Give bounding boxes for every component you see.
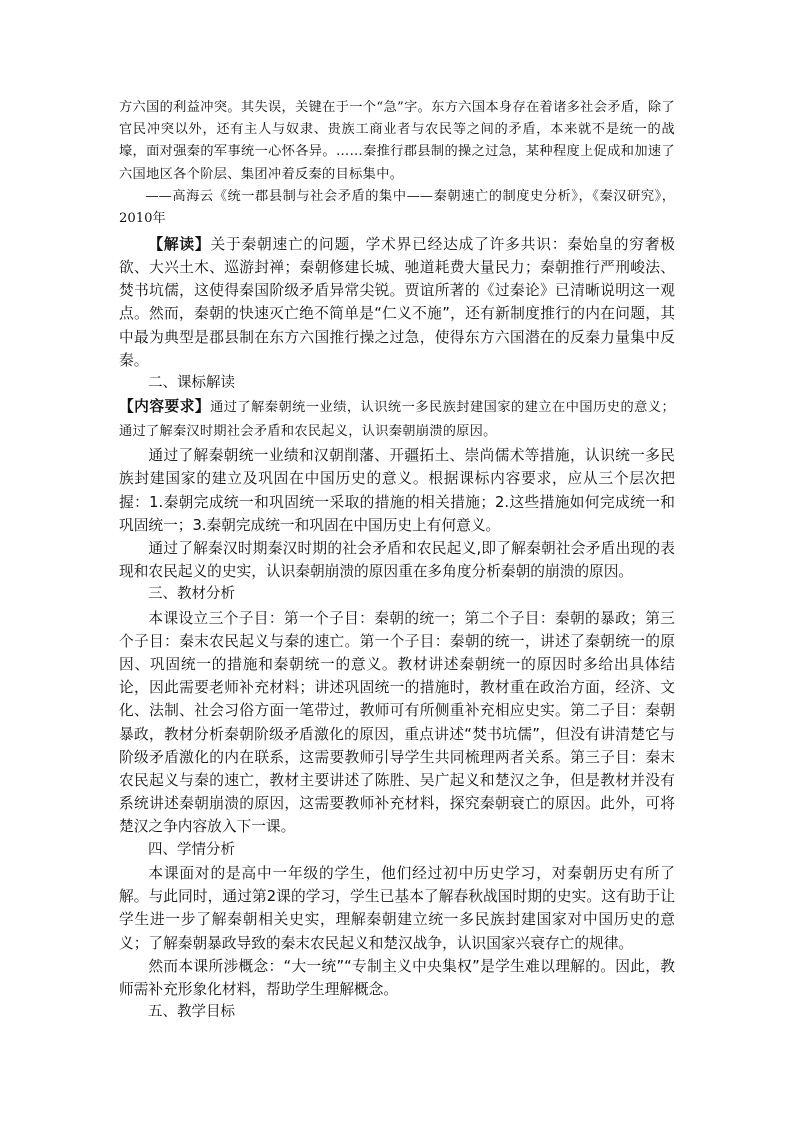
- document-body: [119, 97, 675, 1024]
- textbook-analysis-paragraph: 本课设立三个子目：第一个子目：秦朝的统一；第二个子目：秦朝的暴政；第三个子目：秦末农民起义与秦的速亡。第一个子目：秦朝的统一，讲述了秦朝统一的原因、巩固统一的措施和秦朝统一的意义。教材讲述秦朝统一的原因时多给出具体结论，因此需要老师补充材料；讲述巩固统一的措施时，教材重在政治方面，经济、文化、法制、社会习俗方面一笔带过，教师可有所侧重补充相应史实。第二子目：秦朝暴政，教材分析秦朝阶级矛盾激化的原因，重点讲述“焚书坑儒”，但没有讲清楚它与阶级矛盾激化的内在联系，这需要教师引导学生共同梳理两者关系。第三子目：秦末农民起义与秦的速亡，教材主要讲述了陈胜、吴广起义和楚汉之争，但是教材并没有系统讲述秦朝崩溃的原因，这需要教师补充材料，探究秦朝衰亡的原因。此外，可将楚汉之争内容放入下一课。: [119, 609, 675, 836]
- quote-paragraph: 方六国的利益冲突。其失误，关键在于一个“急”字。东方六国本身存在着诸多社会矛盾，除了官民冲突以外，还有主人与奴隶、贵族工商业者与农民等之间的矛盾，本来就不是统一的战壕，面对强秦的军事统一心怀各异。……秦推行郡县制的操之过急，某种程度上促成和加速了六国地区各个阶层、集团冲着反秦的目标集中。: [119, 100, 675, 182]
- section-heading-students: 四、学情分析: [148, 841, 235, 858]
- section-heading-curriculum: 二、课标解读: [148, 375, 235, 392]
- content-requirement: [119, 395, 675, 444]
- interpretation-label: 【解读】: [148, 235, 211, 253]
- interpretation-paragraph: [119, 233, 675, 372]
- student-analysis-paragraph-1: 本课面对的是高中一年级的学生，他们经过初中历史学习，对秦朝历史有所了解。与此同时，通过第2课的学习，学生已基本了解春秋战国时期的史实。这有助于让学生进一步了解秦朝相关史实，理解秦朝建立统一多民族封建国家对中国历史的意义；了解秦朝暴政导致的秦末农民起义和楚汉战争，认识国家兴衰存亡的规律。: [119, 864, 675, 952]
- interpretation-text: 关于秦朝速亡的问题，学术界已经达成了许多共识：秦始皇的穷奢极欲、大兴土木、巡游封禅；秦朝修建长城、驰道耗费大量民力；秦朝推行严刑峻法、焚书坑儒，这使得秦国阶级矛盾异常尖锐。贾谊所著的《过秦论》已清晰说明这一观点。然而，秦朝的快速灭亡绝不简单是“仁义不施”，还有新制度推行的内在问题，其中最为典型是郡县制在东方六国推行操之过急，使得东方六国潜在的反秦力量集中反秦。: [119, 235, 675, 369]
- quote-citation: ——高海云《统一郡县制与社会矛盾的集中——秦朝速亡的制度史分析》，《秦汉研究》，2010年: [119, 188, 675, 227]
- section-heading-textbook: 三、教材分析: [148, 586, 235, 603]
- section-heading-objectives: 五、教学目标: [148, 1004, 235, 1021]
- content-requirement-text: 通过了解秦朝统一业绩，认识统一多民族封建国家的建立在中国历史的意义；通过了解秦汉时期社会矛盾和农民起义，认识秦朝崩溃的原因。: [119, 400, 675, 440]
- student-analysis-paragraph-2: 然而本课所涉概念：“大一统”“专制主义中央集权”是学生难以理解的。因此，教师需补充形象化材料，帮助学生理解概念。: [119, 957, 675, 998]
- curriculum-paragraph-2: 通过了解秦汉时期秦汉时期的社会矛盾和农民起义,即了解秦朝社会矛盾出现的表现和农民起义的史实，认识秦朝崩溃的原因重在多角度分析秦朝的崩溃的原因。: [119, 540, 675, 581]
- content-requirement-label: 【内容要求】: [119, 398, 211, 416]
- curriculum-paragraph-1: 通过了解秦朝统一业绩和汉朝削藩、开疆拓土、崇尚儒术等措施，认识统一多民族封建国家的建立及巩固在中国历史的意义。根据课标内容要求，应从三个层次把握：1.秦朝完成统一和巩固统一采取的措施的相关措施；2.这些措施如何完成统一和巩固统一；3.秦朝完成统一和巩固在中国历史上有何意义。: [119, 447, 675, 534]
